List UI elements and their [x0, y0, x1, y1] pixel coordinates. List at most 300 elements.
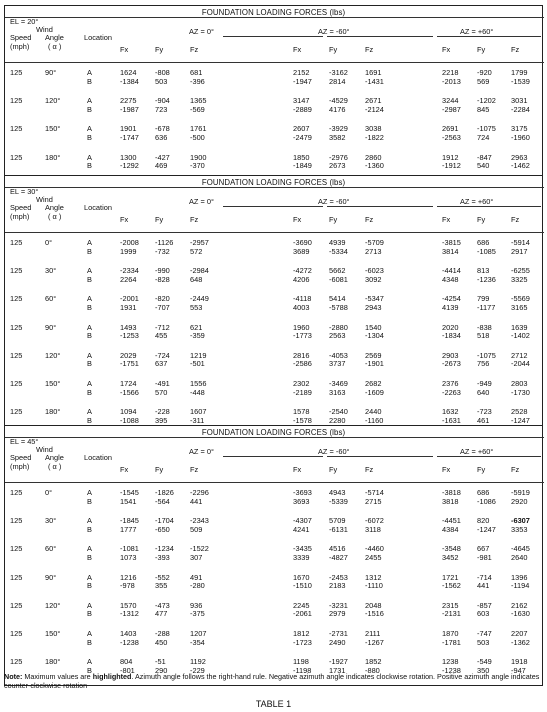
force-value-a: 1198	[293, 657, 309, 667]
force-value-a: -1234	[155, 544, 174, 554]
force-value-a: -5914	[511, 238, 530, 247]
location-b: B	[87, 104, 92, 114]
fy-header: Fy	[155, 45, 164, 54]
force-value-b: -2987	[442, 104, 461, 114]
az-group-header: AZ = -60°	[318, 27, 350, 36]
force-value-a: -288	[155, 629, 170, 638]
force-value-a: 1912	[442, 152, 459, 162]
fz-header: Fz	[365, 45, 374, 54]
force-value-b: -1160	[365, 415, 384, 425]
force-value-b: -2131	[442, 609, 461, 619]
force-value-a: -2449	[190, 294, 209, 304]
force-value-a: 686	[477, 238, 490, 247]
speed-cell: 125	[10, 152, 23, 162]
location-label: Location	[84, 33, 112, 42]
loading-table-2	[4, 175, 543, 436]
force-value-b: -1086	[477, 496, 496, 506]
force-value-b: 509	[190, 524, 203, 534]
force-value-b: -1562	[442, 581, 461, 591]
force-value-b: 4348	[442, 274, 459, 284]
force-value-a: -1826	[155, 488, 174, 497]
force-value-b: 441	[477, 581, 490, 591]
location-b: B	[87, 609, 92, 619]
fz-header: Fz	[511, 465, 520, 474]
angle-unit: ( α )	[48, 462, 62, 471]
force-value-a: -4645	[511, 544, 530, 554]
force-value-a: 3038	[365, 124, 382, 134]
fz-header: Fz	[190, 465, 199, 474]
force-value-a: -847	[477, 152, 492, 162]
force-value-a: -1845	[120, 516, 139, 526]
fz-header: Fz	[365, 215, 374, 224]
force-value-b: 3818	[442, 496, 459, 506]
speed-cell: 125	[10, 379, 23, 388]
force-value-a: -2001	[120, 294, 139, 304]
location-a: A	[87, 152, 92, 162]
force-value-b: -1362	[511, 637, 530, 647]
force-value-a: -6307	[511, 516, 530, 526]
force-value-a: 4939	[329, 238, 346, 247]
force-value-a: 799	[477, 294, 490, 304]
force-value-b: -564	[155, 496, 170, 506]
angle-cell: 60°	[45, 294, 57, 304]
force-value-a: -2334	[120, 266, 139, 276]
angle-cell: 90°	[45, 68, 57, 77]
force-value-b: -1947	[293, 76, 312, 86]
force-value-b: 540	[477, 161, 490, 171]
speed-cell: 125	[10, 124, 23, 134]
force-value-b: -1247	[511, 415, 530, 425]
angle-label: Angle	[45, 203, 64, 212]
location-a: A	[87, 488, 92, 497]
force-value-b: 2920	[511, 496, 528, 506]
angle-cell: 120°	[45, 96, 61, 106]
force-value-b: 2715	[365, 496, 382, 506]
fy-header: Fy	[329, 45, 338, 54]
force-value-b: -1510	[293, 581, 312, 591]
location-a: A	[87, 572, 92, 582]
force-value-b: 1931	[120, 302, 137, 312]
force-value-a: 686	[477, 488, 490, 497]
note-highlight-word: highlighted	[92, 672, 132, 681]
force-value-a: 3175	[511, 124, 528, 134]
force-value-b: -2263	[442, 387, 461, 397]
force-value-a: -4053	[329, 350, 348, 360]
force-value-a: 1901	[120, 124, 137, 134]
wind-label: Wind	[36, 195, 53, 204]
location-b: B	[87, 552, 92, 562]
speed-label: Speed	[10, 453, 32, 462]
force-value-b: -1198	[293, 665, 312, 675]
force-value-b: -501	[190, 359, 205, 369]
location-a: A	[87, 657, 92, 667]
force-value-b: -1747	[120, 132, 139, 142]
force-value-b: 2490	[329, 637, 346, 647]
force-value-a: 1094	[120, 407, 137, 417]
force-value-a: 1192	[190, 657, 206, 667]
force-value-a: -51	[155, 657, 166, 667]
angle-cell: 150°	[45, 124, 61, 134]
angle-cell: 150°	[45, 629, 61, 638]
force-value-b: 3163	[329, 387, 346, 397]
force-value-a: 820	[477, 516, 490, 526]
force-value-a: 2245	[293, 600, 310, 610]
force-value-b: -1834	[442, 331, 461, 341]
force-value-a: 1639	[511, 322, 528, 332]
force-value-a: -491	[155, 379, 170, 388]
fz-header: Fz	[190, 45, 199, 54]
force-value-a: -2540	[329, 407, 348, 417]
force-value-a: -808	[155, 68, 170, 77]
force-value-a: -723	[477, 407, 492, 417]
elevation-label: EL = 30°	[10, 187, 39, 196]
force-value-b: -1360	[365, 161, 384, 171]
location-b: B	[87, 496, 92, 506]
force-value-a: 2816	[293, 350, 310, 360]
angle-cell: 150°	[45, 379, 61, 388]
force-value-b: 4241	[293, 524, 310, 534]
force-value-b: 503	[477, 637, 490, 647]
force-value-b: 724	[477, 132, 490, 142]
force-value-a: -2984	[190, 266, 209, 276]
force-value-b: -370	[190, 161, 205, 171]
angle-cell: 90°	[45, 322, 57, 332]
location-b: B	[87, 581, 92, 591]
az-group-header: AZ = 0°	[189, 447, 214, 456]
force-value-b: 1541	[120, 496, 137, 506]
force-value-a: 1900	[190, 152, 207, 162]
force-value-a: 667	[477, 544, 490, 554]
force-value-a: -904	[155, 96, 170, 106]
force-value-a: 621	[190, 322, 203, 332]
force-value-b: -375	[190, 609, 205, 619]
location-a: A	[87, 238, 92, 247]
force-value-a: 681	[190, 68, 203, 77]
force-value-a: 4516	[329, 544, 346, 554]
location-b: B	[87, 132, 92, 142]
location-b: B	[87, 359, 92, 369]
force-value-a: -2957	[190, 238, 209, 247]
az-group-rule	[327, 456, 433, 457]
force-value-b: -1085	[477, 246, 496, 256]
angle-cell: 30°	[45, 516, 57, 526]
force-value-b: 723	[155, 104, 168, 114]
force-value-a: -5709	[365, 238, 384, 247]
location-b: B	[87, 637, 92, 647]
force-value-b: 1073	[120, 552, 137, 562]
force-value-a: 3031	[511, 96, 528, 106]
force-value-b: -393	[155, 552, 170, 562]
force-value-b: -5334	[329, 246, 348, 256]
force-value-b: -1312	[120, 609, 139, 619]
force-value-b: -1822	[365, 132, 384, 142]
speed-unit: (mph)	[10, 42, 30, 51]
force-value-a: -949	[477, 379, 492, 388]
speed-cell: 125	[10, 96, 23, 106]
force-value-b: -947	[511, 665, 526, 675]
table-title: FOUNDATION LOADING FORCES (lbs)	[201, 428, 346, 437]
header-rule	[5, 482, 544, 483]
fy-header: Fy	[329, 215, 338, 224]
force-value-a: -6023	[365, 266, 384, 276]
force-value-b: 636	[155, 132, 168, 142]
force-value-b: -2284	[511, 104, 530, 114]
wind-label: Wind	[36, 25, 53, 34]
force-value-a: 1607	[190, 407, 207, 417]
force-value-a: -4307	[293, 516, 312, 526]
force-value-b: 637	[155, 359, 168, 369]
location-a: A	[87, 516, 92, 526]
force-value-a: -4529	[329, 96, 348, 106]
az-group-header: AZ = +60°	[460, 27, 494, 36]
force-value-a: 5709	[329, 516, 346, 526]
force-value-b: -1730	[511, 387, 530, 397]
force-value-a: 1960	[293, 322, 310, 332]
force-value-a: 1918	[511, 657, 528, 667]
force-value-a: -920	[477, 68, 492, 77]
force-value-a: 2020	[442, 322, 459, 332]
speed-cell: 125	[10, 600, 23, 610]
location-a: A	[87, 629, 92, 638]
fy-header: Fy	[155, 215, 164, 224]
force-value-b: -1462	[511, 161, 530, 171]
force-value-a: 813	[477, 266, 490, 276]
table-note	[4, 673, 544, 690]
location-a: A	[87, 124, 92, 134]
force-value-b: -569	[190, 104, 205, 114]
force-value-a: 2528	[511, 407, 528, 417]
force-value-a: -552	[155, 572, 170, 582]
force-value-b: -1110	[365, 581, 383, 591]
force-value-b: -1177	[477, 302, 496, 312]
force-value-a: 2207	[511, 629, 528, 638]
force-value-b: -280	[190, 581, 205, 591]
az-group-header: AZ = 0°	[189, 27, 214, 36]
force-value-b: 3814	[442, 246, 459, 256]
force-value-b: 845	[477, 104, 490, 114]
table-title: FOUNDATION LOADING FORCES (lbs)	[201, 178, 346, 187]
force-value-a: -2880	[329, 322, 348, 332]
force-value-b: -6131	[329, 524, 348, 534]
force-value-a: -857	[477, 600, 492, 610]
force-value-b: 4003	[293, 302, 310, 312]
force-value-a: 1238	[442, 657, 459, 667]
force-value-a: 2376	[442, 379, 459, 388]
location-a: A	[87, 407, 92, 417]
force-value-a: -838	[477, 322, 492, 332]
force-value-a: -2453	[329, 572, 348, 582]
force-value-b: 307	[190, 552, 203, 562]
force-value-a: 3147	[293, 96, 310, 106]
force-value-a: 1799	[511, 68, 528, 77]
speed-cell: 125	[10, 572, 23, 582]
fx-header: Fx	[442, 215, 451, 224]
force-value-b: 3693	[293, 496, 310, 506]
force-value-a: -228	[155, 407, 170, 417]
force-value-b: 518	[477, 331, 490, 341]
force-value-a: -4451	[442, 516, 461, 526]
location-b: B	[87, 302, 92, 312]
speed-cell: 125	[10, 266, 23, 276]
force-value-a: -3231	[329, 600, 348, 610]
force-value-a: 1852	[365, 657, 382, 667]
fz-header: Fz	[511, 215, 520, 224]
location-label: Location	[84, 453, 112, 462]
force-value-b: -1194	[511, 581, 530, 591]
force-value-b: -2563	[442, 132, 461, 142]
title-rule	[5, 437, 544, 438]
az-group-rule	[223, 36, 323, 37]
location-b: B	[87, 331, 92, 341]
location-b: B	[87, 415, 92, 425]
force-value-b: -1292	[120, 161, 139, 171]
az-group-rule	[437, 456, 541, 457]
location-a: A	[87, 350, 92, 360]
force-value-a: -1522	[190, 544, 209, 554]
force-value-a: -5919	[511, 488, 530, 497]
force-value-b: -1236	[477, 274, 496, 284]
force-value-b: -1912	[442, 161, 461, 171]
force-value-b: -1247	[477, 524, 496, 534]
force-value-b: 503	[155, 76, 168, 86]
force-value-a: -820	[155, 294, 170, 304]
force-value-a: -1704	[155, 516, 174, 526]
force-value-b: -4827	[329, 552, 348, 562]
force-value-b: 2455	[365, 552, 382, 562]
force-value-b: -396	[190, 76, 205, 86]
note-label: Note:	[4, 672, 23, 681]
force-value-b: 3118	[365, 524, 381, 534]
force-value-b: 461	[477, 415, 490, 425]
angle-cell: 180°	[45, 152, 61, 162]
force-value-b: 3582	[329, 132, 346, 142]
location-a: A	[87, 266, 92, 276]
force-value-a: -1545	[120, 488, 139, 497]
angle-cell: 30°	[45, 266, 57, 276]
force-value-b: 290	[155, 665, 168, 675]
force-value-a: 1570	[120, 600, 137, 610]
force-value-a: -5347	[365, 294, 384, 304]
force-value-a: -2296	[190, 488, 209, 497]
speed-cell: 125	[10, 488, 23, 497]
force-value-b: 441	[190, 496, 203, 506]
note-text-2: . Azimuth angle follows the right-hand rule. Negative azimuth angle indicates clockwise rotation. Positive azimuth angle indicates counter-clockwise rotation	[4, 672, 540, 690]
force-value-a: -990	[155, 266, 170, 276]
force-value-a: 1207	[190, 629, 207, 638]
fx-header: Fx	[120, 45, 129, 54]
speed-cell: 125	[10, 322, 23, 332]
location-b: B	[87, 274, 92, 284]
force-value-a: 2712	[511, 350, 528, 360]
speed-cell: 125	[10, 516, 23, 526]
force-value-b: -1539	[511, 76, 530, 86]
force-value-b: -2044	[511, 359, 530, 369]
location-b: B	[87, 76, 92, 86]
fx-header: Fx	[120, 215, 129, 224]
force-value-b: 469	[155, 161, 168, 171]
az-group-rule	[437, 206, 541, 207]
force-value-b: 450	[155, 637, 168, 647]
force-value-a: 1300	[120, 152, 137, 162]
force-value-b: -1431	[365, 76, 384, 86]
force-value-a: -3162	[329, 68, 348, 77]
force-value-a: -3690	[293, 238, 312, 247]
force-value-b: 3165	[511, 302, 528, 312]
force-value-a: 1219	[190, 350, 207, 360]
force-value-a: 4943	[329, 488, 346, 497]
angle-label: Angle	[45, 453, 64, 462]
fy-header: Fy	[477, 465, 486, 474]
angle-cell: 60°	[45, 544, 57, 554]
force-value-b: 3353	[511, 524, 528, 534]
force-value-b: -354	[190, 637, 205, 647]
speed-cell: 125	[10, 350, 23, 360]
force-value-a: 2275	[120, 96, 137, 106]
angle-cell: 0°	[45, 238, 53, 247]
force-value-b: 2640	[511, 552, 528, 562]
wind-label: Wind	[36, 445, 53, 454]
force-value-a: -4460	[365, 544, 384, 554]
force-value-a: -3929	[329, 124, 348, 134]
force-value-a: -4272	[293, 266, 312, 276]
force-value-a: 1403	[120, 629, 137, 638]
location-a: A	[87, 322, 92, 332]
force-value-b: 350	[477, 665, 490, 675]
force-value-b: -880	[365, 665, 380, 675]
az-group-rule	[327, 36, 433, 37]
force-value-b: 4206	[293, 274, 310, 284]
force-value-a: -3815	[442, 238, 461, 247]
location-a: A	[87, 96, 92, 106]
force-value-a: 1540	[365, 322, 382, 332]
force-value-b: 4139	[442, 302, 459, 312]
note-text-1: Maximum values are	[22, 672, 93, 681]
az-group-header: AZ = +60°	[460, 447, 494, 456]
fy-header: Fy	[155, 465, 164, 474]
az-group-header: AZ = -60°	[318, 197, 350, 206]
fy-header: Fy	[477, 215, 486, 224]
force-value-a: 2315	[442, 600, 459, 610]
force-value-a: 2963	[511, 152, 528, 162]
fz-header: Fz	[190, 215, 199, 224]
force-value-a: 2302	[293, 379, 310, 388]
force-value-b: -828	[155, 274, 170, 284]
force-value-b: -1088	[120, 415, 139, 425]
force-value-b: 3339	[293, 552, 310, 562]
speed-cell: 125	[10, 629, 23, 638]
az-group-header: AZ = -60°	[318, 447, 350, 456]
force-value-b: -707	[155, 302, 170, 312]
elevation-label: EL = 45°	[10, 437, 39, 446]
force-value-a: 2803	[511, 379, 528, 388]
force-value-a: -4254	[442, 294, 461, 304]
speed-label: Speed	[10, 203, 32, 212]
force-value-b: -1578	[293, 415, 312, 425]
az-group-header: AZ = 0°	[189, 197, 214, 206]
speed-cell: 125	[10, 407, 23, 417]
force-value-a: -5569	[511, 294, 530, 304]
force-value-b: -732	[155, 246, 170, 256]
force-value-a: -1081	[120, 544, 139, 554]
fy-header: Fy	[329, 465, 338, 474]
force-value-a: 5662	[329, 266, 346, 276]
speed-cell: 125	[10, 657, 23, 667]
force-value-a: 1691	[365, 68, 382, 77]
elevation-label: EL = 20°	[10, 17, 39, 26]
force-value-b: -1516	[365, 609, 384, 619]
location-a: A	[87, 68, 92, 77]
force-value-b: 569	[477, 76, 490, 86]
